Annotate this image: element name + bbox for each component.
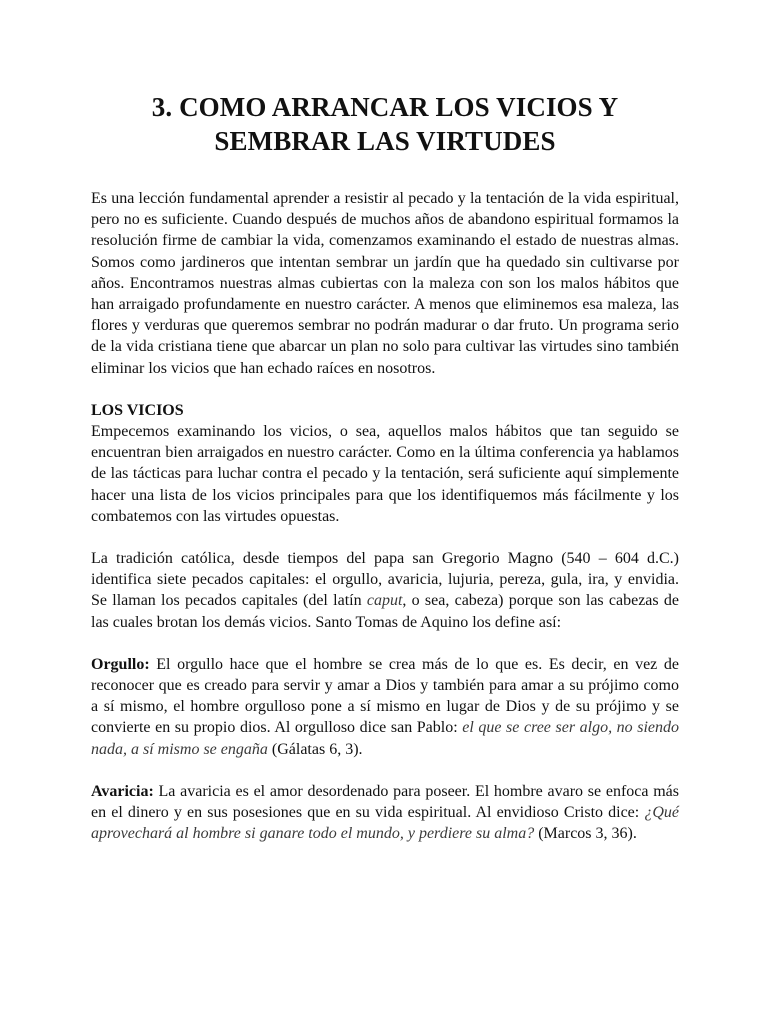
document-page <box>91 90 679 844</box>
section-heading-vicios: LOS VICIOS <box>91 401 184 419</box>
document-title <box>91 90 679 158</box>
title-line-1: 3. COMO ARRANCAR LOS VICIOS Y <box>151 92 619 122</box>
avaricia-quote: ¿Qué aprovechará al hombre si ganare todo el mundo, y perdiere su alma? <box>91 804 679 843</box>
tradicion-text-2: , o sea, cabeza) porque son las cabezas de las cuales brotan los demás vicios. Santo Tomas de Aquino los define así: <box>91 592 679 631</box>
vicios-paragraph: Empecemos examinando los vicios, o sea, aquellos malos hábitos que tan seguido se encuentran bien arraigados en nuestro carácter. Como en la última conferencia ya hablamos de las tácticas para luchar contra el pecado y la tentación, será suficiente aquí simplemente hacer una lista de los vicios principales para que los identifiquemos más fácilmente y los combatemos con las virtudes opuestas. <box>91 423 679 525</box>
orgullo-citation: (Gálatas 6, 3). <box>267 740 363 758</box>
tradicion-paragraph <box>91 548 679 633</box>
latin-term: caput <box>366 592 403 610</box>
orgullo-paragraph <box>91 654 679 760</box>
avaricia-paragraph <box>91 781 679 845</box>
avaricia-term: Avaricia: <box>91 782 154 800</box>
avaricia-citation: (Marcos 3, 36). <box>534 825 637 843</box>
orgullo-term: Orgullo: <box>91 655 150 673</box>
tradicion-text-1: La tradición católica, desde tiempos del papa san Gregorio Magno (540 – 604 d.C.) identifica siete pecados capitales: el orgullo, avaricia, lujuria, pereza, gula, ira, y envidia. Se llaman los pecados capitales (del latín <box>91 550 679 610</box>
avaricia-text: La avaricia es el amor desordenado para poseer. El hombre avaro se enfoca más en el dinero y en sus posesiones que en su vida espiritual. Al envidioso Cristo dice: <box>91 782 679 822</box>
orgullo-text: El orgullo hace que el hombre se crea más de lo que es. Es decir, en vez de reconocer que es creado para servir y amar a Dios y también para amar a su prójimo como a sí mismo, el hombre orgulloso pone a sí mismo en lugar de Dios y de su prójimo y se convierte en su propio dios. Al orgulloso dice san Pablo: <box>91 655 679 737</box>
intro-paragraph: Es una lección fundamental aprender a resistir al pecado y la tentación de la vida espiritual, pero no es suficiente. Cuando después de muchos años de abandono espiritual formamos la resolución firme de cambiar la vida, comenzamos examinando el estado de nuestras almas. Somos como jardineros que intentan sembrar un jardín que ha quedado sin cultivarse por años. Encontramos nuestras almas cubiertas con la maleza con son los malos hábitos que han arraigado profundamente en nuestro carácter. A menos que eliminemos esa maleza, las flores y verduras que queremos sembrar no podrán madurar o dar fruto. Un programa serio de la vida cristiana tiene que abarcar un plan no solo para cultivar las virtudes sino también eliminar los vicios que han echado raíces en nosotros. <box>91 190 679 377</box>
orgullo-quote: el que se cree ser algo, no siendo nada, a sí mismo se engaña <box>91 719 680 758</box>
title-line-2: SEMBRAR LAS VIRTUDES <box>214 126 556 156</box>
